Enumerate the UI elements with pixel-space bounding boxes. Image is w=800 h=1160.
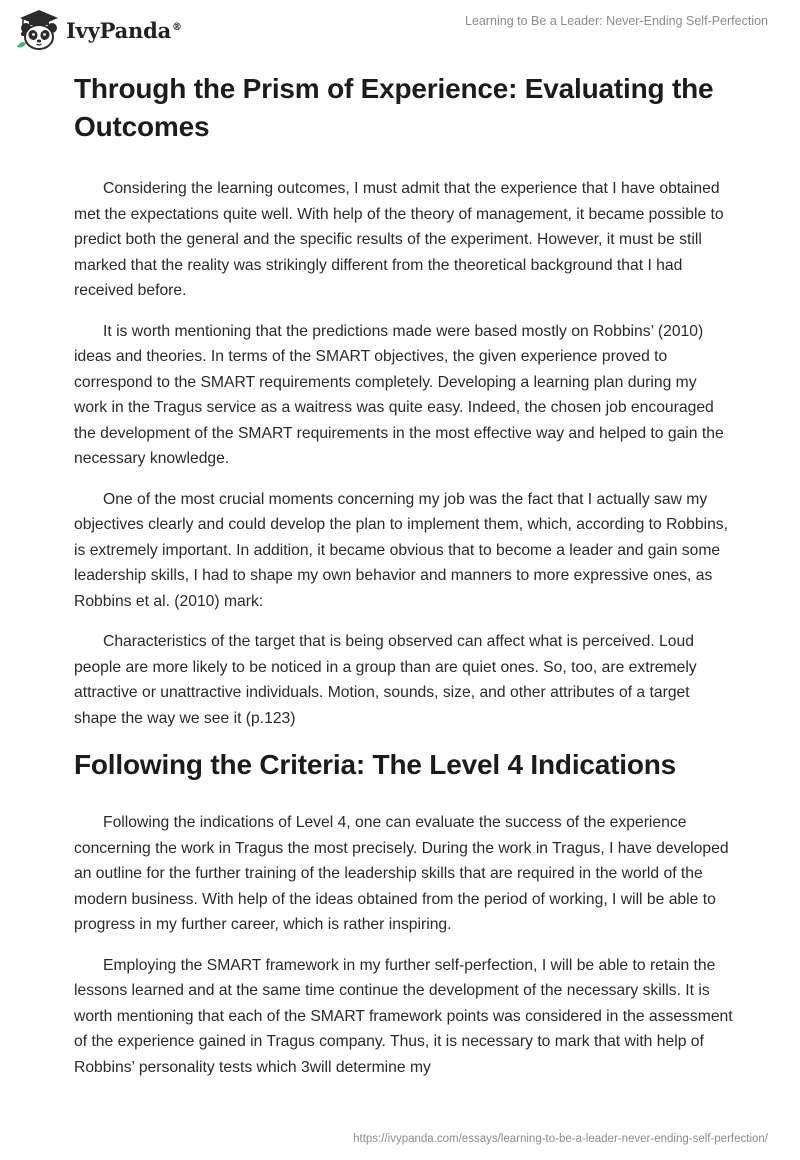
paragraph: Following the indications of Level 4, one can evaluate the success of the experience concerning the work in Tragus the most precisely. During the work in Tragus, I have developed an outline for the further training of the leadership skills that are required in the world of the modern business. With help of the ideas obtained from the period of working, I will be able to progress in my further career, which is rather inspiring. [74,814,729,933]
paragraph: Considering the learning outcomes, I must admit that the experience that I have obtained met the expectations quite well. With help of the theory of management, it became possible to predict both the general and the specific results of the experiment. However, it must be still marked that the reality was strikingly different from the theoretical background that I had received before. [74,180,724,299]
ivypanda-logo[interactable] [14,8,182,52]
quote-paragraph: Characteristics of the target that is being observed can affect what is perceived. Loud people are more likely to be noticed in a group than are quiet ones. So, too, are extremely attractive or unattractive individuals. Motion, sounds, size, and other attributes of a target shape the way we see it (p.123) [74,633,697,727]
panda-graduate-icon [14,7,64,53]
paragraph: One of the most crucial moments concerning my job was the fact that I actually saw my objectives clearly and could develop the plan to implement them, which, according to Robbins, is extremely important. In addition, it became obvious that to become a leader and gain some leadership skills, I had to shape my own behavior and manners to more expressive ones, as Robbins et al. (2010) mark: [74,490,729,610]
logo-wordmark: IvyPanda® [66,17,182,43]
page-header [0,0,800,56]
essay-content [74,70,734,1095]
source-url[interactable]: https://ivypanda.com/essays/learning-to-be-a-leader-never-ending-self-perfection/ [353,1133,768,1145]
paragraph: Employing the SMART framework in my further self-perfection, I will be able to retain the lessons learned and at the same time continue the development of the necessary skills. It is worth mentioning that each of the SMART framework points was considered in the assessment of the experience gained in Tragus company. Thus, it is necessary to mark that with help of Robbins’ personality tests which 3will determine my [74,956,733,1076]
section-heading: Through the Prism of Experience: Evaluating the Outcomes [74,73,714,142]
paragraph: It is worth mentioning that the predictions made were based mostly on Robbins’ (2010) ideas and theories. In terms of the SMART objectives, the given experience proved to correspond to the SMART requirements completely. Developing a learning plan during my work in the Tragus service as a waitress was quite easy. Indeed, the chosen job encouraged the development of the SMART requirements in the most effective way and helped to gain the necessary knowledge. [74,322,724,467]
section-heading: Following the Criteria: The Level 4 Indications [74,749,677,780]
document-title: Learning to Be a Leader: Never-Ending Self-Perfection [465,14,768,28]
